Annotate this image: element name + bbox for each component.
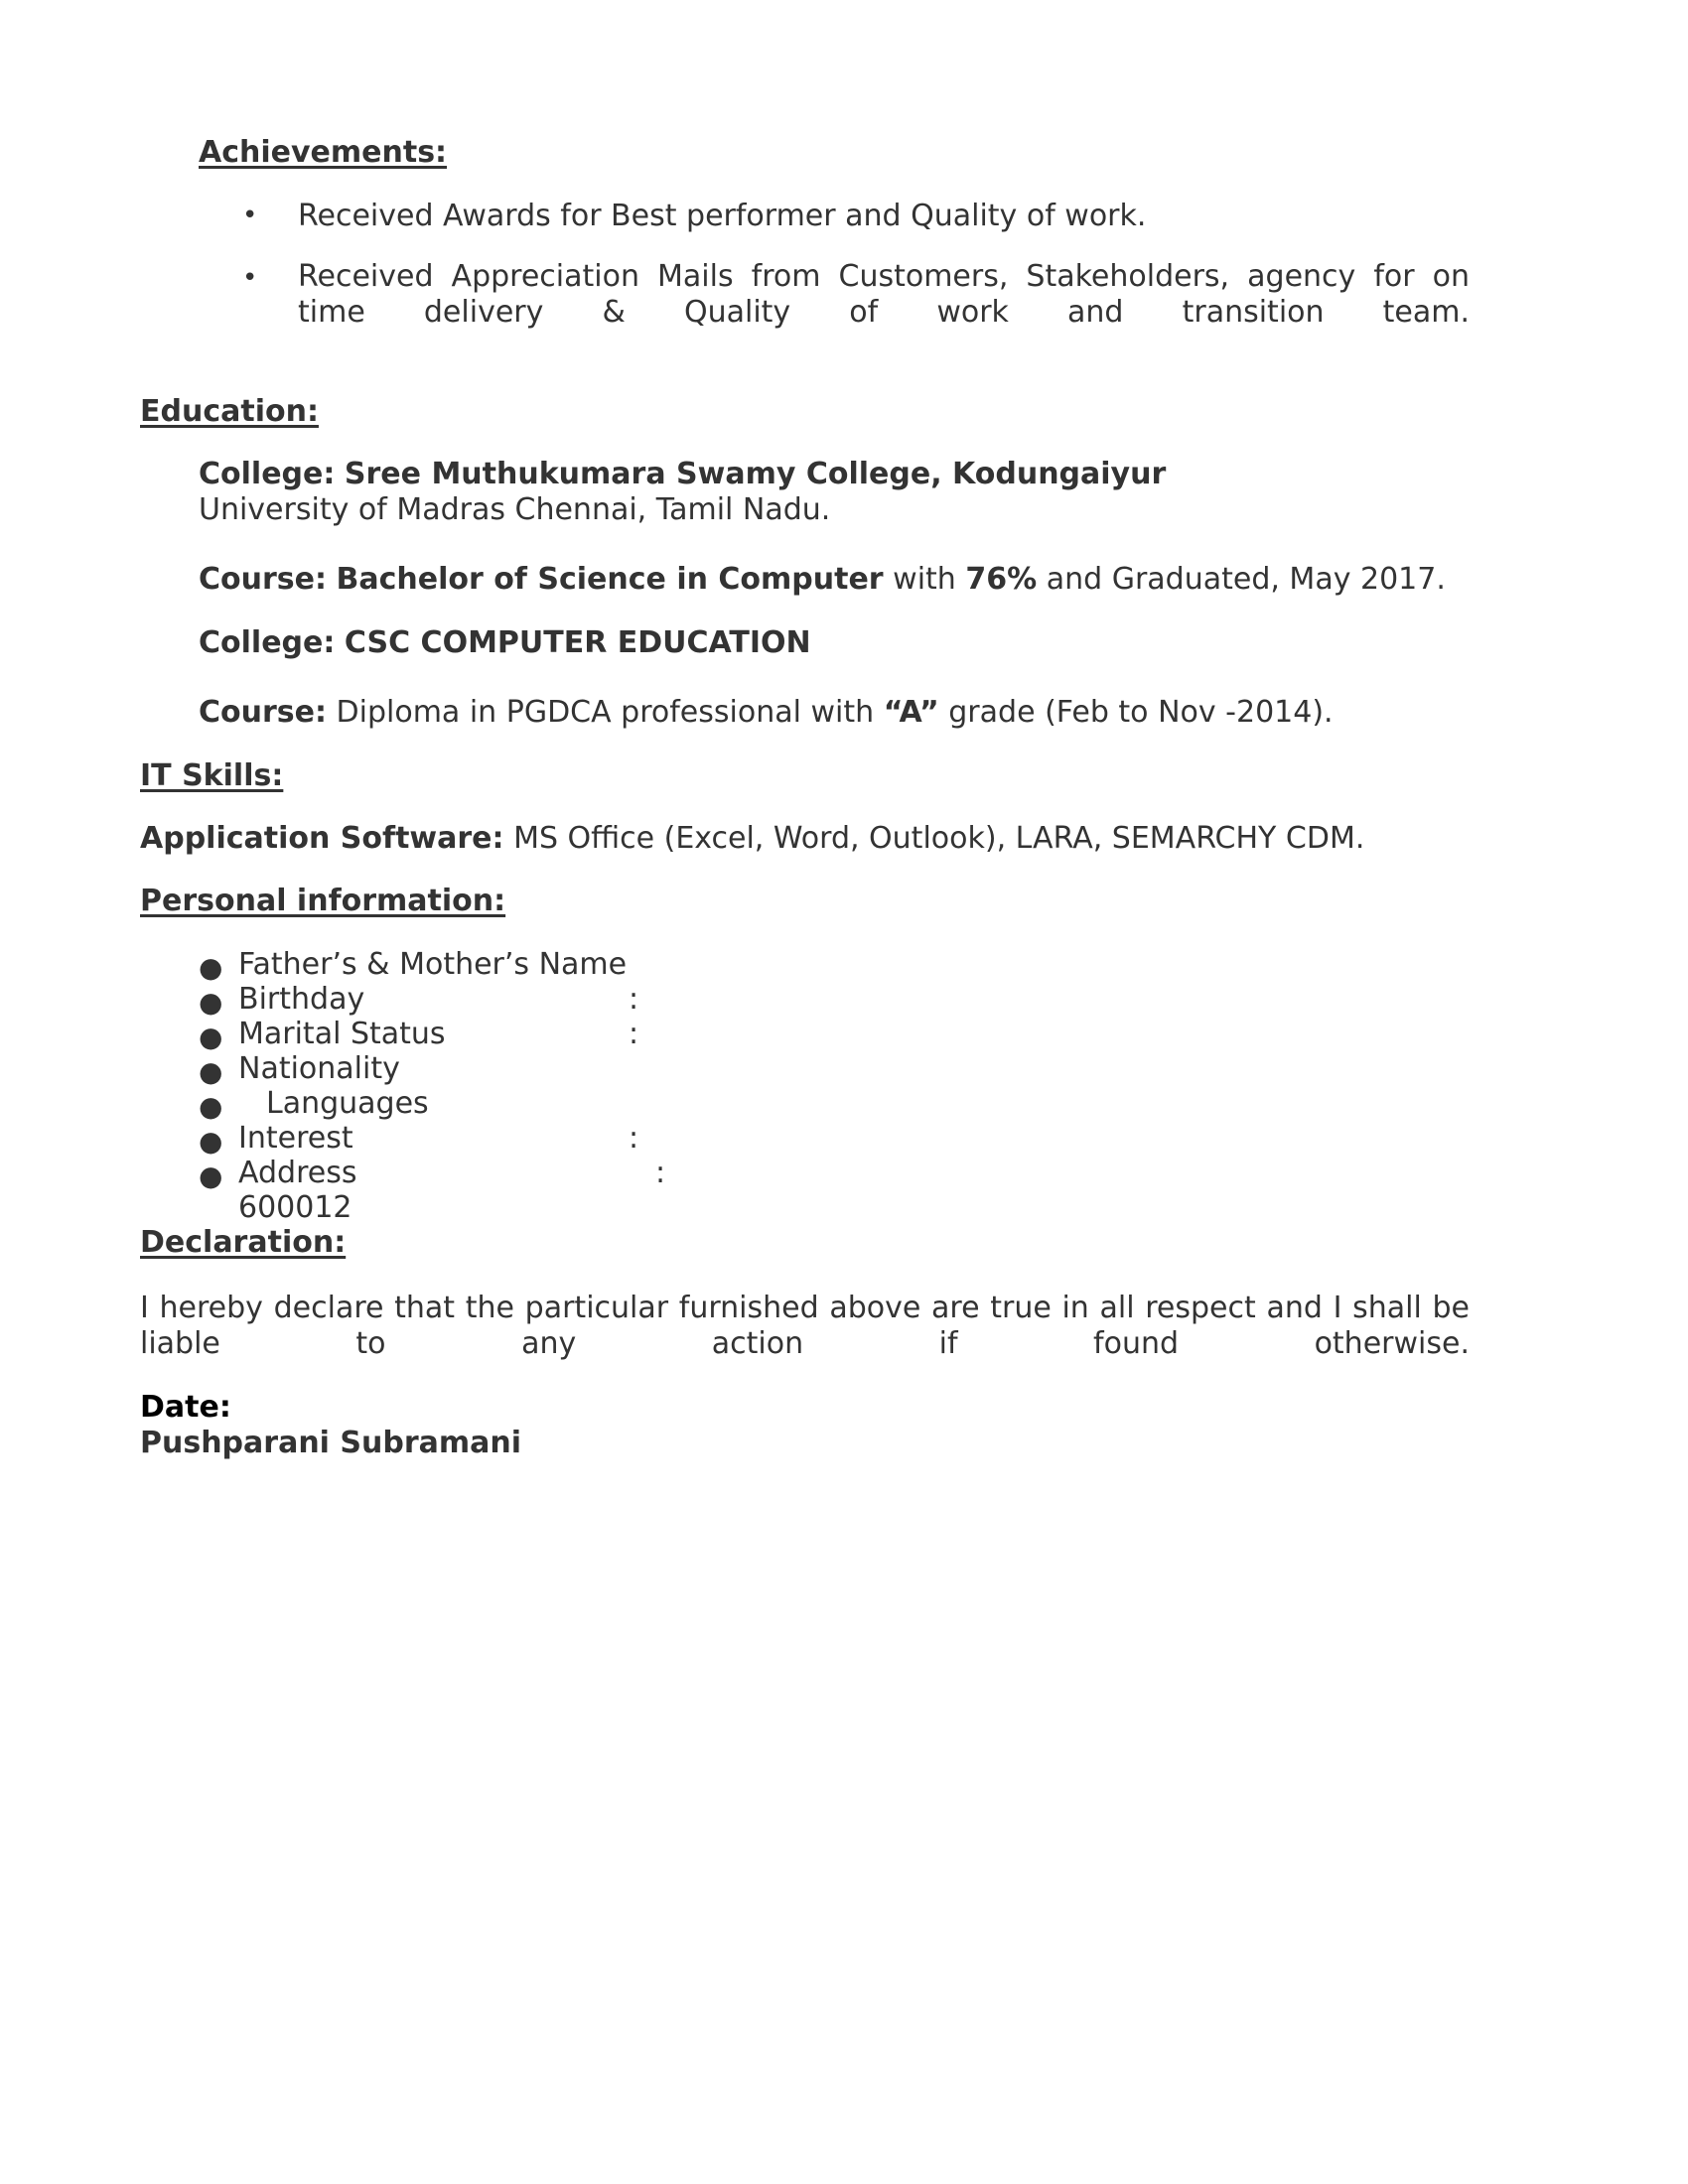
achievement-item: Received Awards for Best performer and Quality of work. bbox=[298, 199, 1147, 233]
university-line: University of Madras Chennai, Tamil Nadu. bbox=[199, 492, 831, 527]
declaration-heading: Declaration: bbox=[140, 1225, 347, 1260]
bullet-icon: ● bbox=[199, 1090, 223, 1123]
college-2 bbox=[199, 625, 811, 660]
software-label: Application Software: bbox=[140, 821, 504, 856]
personal-item-nationality: Nationality bbox=[238, 1051, 400, 1086]
course-with: with bbox=[893, 562, 956, 597]
bullet-icon: ● bbox=[199, 1021, 223, 1053]
education-heading: Education: bbox=[140, 394, 319, 429]
personal-info-heading: Personal information: bbox=[140, 884, 506, 918]
declaration-text: I hereby declare that the particular furnished above are true in all respect and I shall be liable to any action if found otherwise. bbox=[140, 1291, 1470, 1361]
separator-colon: : bbox=[655, 1156, 666, 1190]
personal-item-parents: Father’s & Mother’s Name bbox=[238, 947, 628, 982]
course-dates: grade (Feb to Nov -2014). bbox=[948, 695, 1334, 730]
achievement-item: Received Appreciation Mails from Customers, Stakeholders, agency for on time delivery & Quality of work and transition team. bbox=[298, 259, 1470, 330]
signature-name: Pushparani Subramani bbox=[140, 1426, 522, 1460]
it-skills-heading: IT Skills: bbox=[140, 758, 284, 793]
course-name: Bachelor of Science in Computer bbox=[336, 562, 884, 597]
personal-item-interest: Interest bbox=[238, 1121, 353, 1156]
course-2 bbox=[199, 695, 1334, 730]
college-name: CSC COMPUTER EDUCATION bbox=[344, 625, 811, 660]
bullet-icon: ● bbox=[199, 1125, 223, 1158]
personal-item-address: Address bbox=[238, 1156, 357, 1190]
separator-colon: : bbox=[629, 1017, 639, 1051]
course-percent: 76% bbox=[965, 562, 1038, 597]
date-label: Date: bbox=[140, 1390, 231, 1425]
personal-item-birthday: Birthday bbox=[238, 982, 365, 1017]
personal-item-marital-status: Marital Status bbox=[238, 1017, 446, 1051]
separator-colon: : bbox=[629, 982, 639, 1017]
course-label: Course: bbox=[199, 695, 327, 730]
address-line-2: 600012 bbox=[238, 1190, 352, 1225]
college-name: Sree Muthukumara Swamy College, Kodungaiyur bbox=[344, 457, 1167, 491]
course-grade: “A” bbox=[883, 695, 939, 730]
college-1 bbox=[199, 457, 1166, 491]
college-label: College: bbox=[199, 625, 336, 660]
course-1 bbox=[199, 562, 1446, 597]
course-graduated: and Graduated, May 2017. bbox=[1046, 562, 1446, 597]
bullet-icon: ● bbox=[199, 951, 223, 984]
separator-colon: : bbox=[629, 1121, 639, 1156]
bullet-icon: • bbox=[242, 263, 258, 293]
achievements-heading: Achievements: bbox=[199, 135, 448, 170]
bullet-icon: • bbox=[242, 201, 258, 230]
college-label: College: bbox=[199, 457, 336, 491]
bullet-icon: ● bbox=[199, 1055, 223, 1088]
course-text: Diploma in PGDCA professional with bbox=[336, 695, 875, 730]
bullet-icon: ● bbox=[199, 986, 223, 1019]
application-software bbox=[140, 821, 1364, 856]
software-value: MS Office (Excel, Word, Outlook), LARA, SEMARCHY CDM. bbox=[513, 821, 1365, 856]
course-label: Course: bbox=[199, 562, 327, 597]
personal-item-languages: Languages bbox=[266, 1086, 429, 1121]
bullet-icon: ● bbox=[199, 1160, 223, 1192]
